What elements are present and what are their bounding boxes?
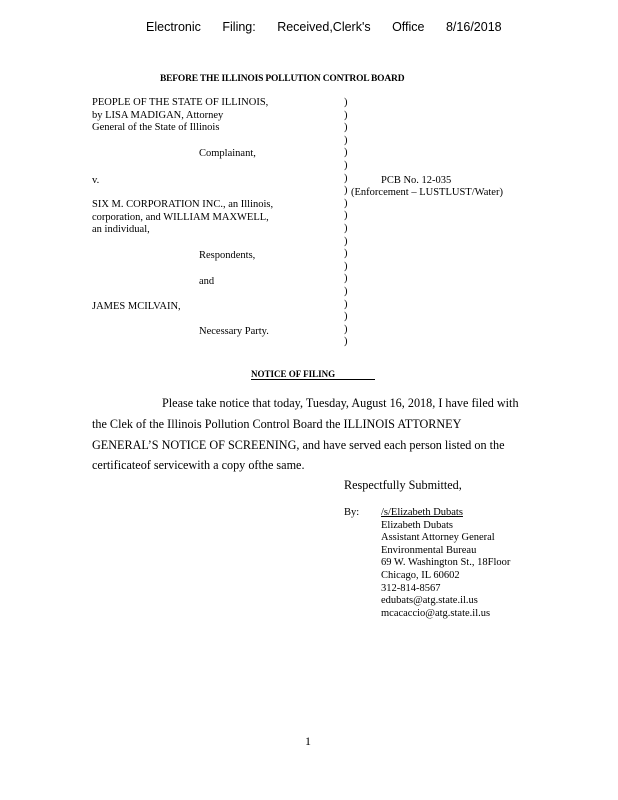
caption-paren: ) — [344, 197, 348, 209]
caption-paren: ) — [344, 134, 348, 146]
respondents-label: Respondents, — [199, 250, 256, 261]
board-title: BEFORE THE ILLINOIS POLLUTION CONTROL BOARD — [160, 74, 405, 84]
header-office: Office — [392, 20, 425, 34]
necessary-party-label: Necessary Party. — [199, 326, 269, 337]
caption-paren: ) — [344, 323, 348, 335]
respondent-block — [92, 199, 273, 237]
respectfully-submitted: Respectfully Submitted, — [344, 478, 462, 492]
and-label: and — [199, 276, 215, 287]
caption-paren: ) — [344, 273, 348, 285]
caption-paren: ) — [344, 147, 348, 159]
caption-paren: ) — [344, 185, 348, 197]
caption-paren: ) — [344, 109, 348, 121]
case-type: (Enforcement – LUSTLUST/Water) — [351, 187, 503, 198]
signature-line: 69 W. Washington St., 18Floor — [381, 557, 511, 569]
respondent-line: an individual, — [92, 224, 150, 236]
versus-label: v. — [92, 175, 100, 186]
necessary-party-name: JAMES MCILVAIN, — [92, 301, 181, 312]
caption-paren: ) — [344, 311, 348, 323]
signature-block — [381, 507, 510, 620]
caption-paren: ) — [344, 298, 348, 310]
signature-line: mcacaccio@atg.state.il.us — [381, 607, 491, 619]
signature-line: Assistant Attorney General — [381, 532, 495, 544]
body-line: certificateof servicewith a copy ofthe same. — [92, 458, 305, 473]
caption-paren: ) — [344, 97, 348, 108]
signature-line: 312-814-8567 — [381, 582, 441, 594]
body-line: Please take notice that today, Tuesday, August 16, 2018, I have filed with — [162, 396, 519, 410]
caption-paren: ) — [344, 210, 348, 222]
header-received: Received,Clerk's — [277, 20, 371, 34]
notice-title: NOTICE OF FILING — [251, 369, 375, 380]
signature-line: Chicago, IL 60602 — [381, 569, 460, 581]
case-number: PCB No. 12-035 — [381, 175, 452, 186]
header-date: 8/16/2018 — [445, 20, 502, 34]
caption-divider — [344, 97, 348, 349]
caption-paren: ) — [344, 122, 348, 134]
respondent-line: corporation, and WILLIAM MAXWELL, — [92, 211, 269, 223]
signature-line: Environmental Bureau — [381, 544, 477, 556]
caption-paren: ) — [344, 235, 348, 247]
filing-header — [146, 20, 520, 34]
body-line: GENERAL’S NOTICE OF SCREENING, and have served each person listed on the — [92, 437, 505, 452]
caption-paren: ) — [344, 222, 348, 234]
caption-paren: ) — [344, 248, 348, 260]
caption-paren: ) — [344, 260, 348, 272]
body-line: the Clek of the Illinois Pollution Control Board the ILLINOIS ATTORNEY — [92, 416, 462, 431]
plaintiff-line: PEOPLE OF THE STATE OF ILLINOIS, — [92, 97, 269, 108]
header-electronic: Electronic — [146, 20, 201, 34]
signature-line: edubats@atg.state.il.us — [381, 595, 478, 607]
page-number: 1 — [305, 734, 311, 748]
notice-body — [92, 393, 572, 476]
plaintiff-block — [92, 97, 268, 135]
complainant-label: Complainant, — [199, 148, 256, 159]
header-filing: Filing: — [222, 20, 256, 34]
signature: /s/Elizabeth Dubats — [381, 507, 463, 518]
respondent-line: SIX M. CORPORATION INC., an Illinois, — [92, 199, 274, 210]
signature-line: Elizabeth Dubats — [381, 519, 454, 531]
caption-paren: ) — [344, 159, 348, 171]
by-label: By: — [344, 507, 360, 518]
caption-paren: ) — [344, 172, 348, 184]
plaintiff-line: General of the State of Illinois — [92, 122, 220, 134]
plaintiff-line: by LISA MADIGAN, Attorney — [92, 109, 224, 121]
caption-paren: ) — [344, 336, 348, 348]
caption-paren: ) — [344, 285, 348, 297]
